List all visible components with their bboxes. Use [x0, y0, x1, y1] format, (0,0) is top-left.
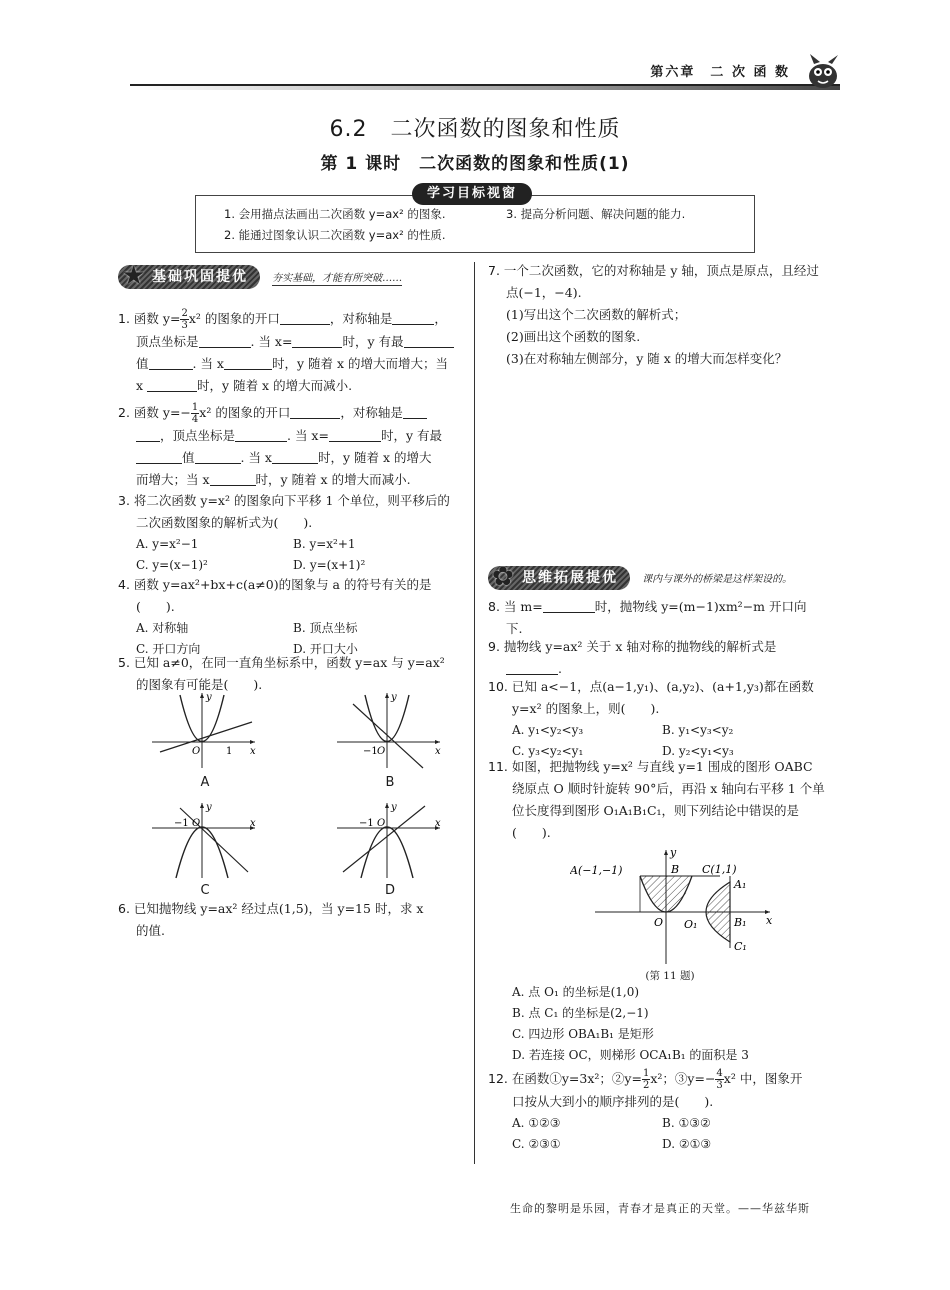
- answer-blank[interactable]: [392, 311, 434, 325]
- origin-label: O: [192, 818, 201, 829]
- tick-label: −1: [363, 746, 378, 757]
- answer-blank[interactable]: [280, 311, 330, 325]
- question-8: 8. 当 m= 时，抛物线 y=(m−1)xm²−m 开口向 下.: [488, 599, 807, 636]
- section-banner-extension: [488, 562, 793, 596]
- section-title: 思维拓展提优: [522, 570, 618, 586]
- chapter-heading: 第六章 二 次 函 数: [650, 65, 790, 80]
- axis-label-y: y: [670, 846, 677, 859]
- figure-caption: (第 11 题): [645, 970, 695, 982]
- tick-label: −1: [174, 818, 189, 829]
- graph-b: [335, 690, 445, 770]
- option-b[interactable]: B. 点 C₁ 的坐标是(2,−1): [512, 1006, 649, 1020]
- option-c[interactable]: C. y₃<y₂<y₁: [512, 744, 584, 758]
- goal-item-3: 3. 提高分析问题、解决问题的能力.: [506, 207, 686, 221]
- answer-blank[interactable]: [403, 405, 427, 419]
- point-label-c1: C₁: [734, 940, 747, 953]
- origin-label: O: [192, 746, 201, 757]
- option-c[interactable]: C. 开口方向: [136, 642, 201, 656]
- answer-blank[interactable]: [290, 405, 340, 419]
- graph-d: [335, 800, 445, 880]
- point-label-o1: O₁: [684, 918, 698, 931]
- point-label-b: B: [671, 863, 680, 876]
- q11-options: [512, 982, 842, 1066]
- answer-blank[interactable]: [329, 428, 381, 442]
- axis-label-y: y: [391, 802, 397, 813]
- question-7: 7. 一个二次函数，它的对称轴是 y 轴，顶点是原点，且经过 点(−1，−4). (1)写出这个二次函数的解析式； (2)画出这个函数的图象. (3)在对称轴左侧部分，y 随 x 的增大而怎样变化？: [488, 263, 819, 366]
- axis-label-x: x: [250, 746, 256, 757]
- answer-blank[interactable]: [543, 599, 595, 613]
- goals-tag: 学习目标视窗: [412, 183, 532, 205]
- header-gradient-strip: [130, 86, 840, 90]
- axis-label-y: y: [391, 692, 397, 703]
- graph-label: B: [385, 775, 395, 790]
- graph-label: A: [200, 775, 210, 790]
- answer-blank[interactable]: [224, 356, 272, 370]
- graph-c: [150, 800, 260, 880]
- question-5: 5. 已知 a≠0，在同一直角坐标系中，函数 y=ax 与 y=ax² 的图象有可能是( ).: [118, 655, 445, 692]
- option-a[interactable]: A. y₁<y₂<y₃: [512, 723, 584, 737]
- section-note: 课内与课外的桥梁是这样架设的。: [642, 574, 793, 585]
- axis-label-x: x: [250, 818, 256, 829]
- question-6: 6. 已知抛物线 y=ax² 经过点(1,5)，当 y=15 时，求 x 的值.: [118, 901, 424, 938]
- graph-label: D: [384, 883, 395, 898]
- shell-icon: ✿: [492, 562, 516, 592]
- mascot-icon: [800, 50, 846, 96]
- answer-blank[interactable]: [404, 334, 454, 348]
- section-title: 基础巩固提优: [152, 269, 248, 285]
- option-d[interactable]: D. 若连接 OC，则梯形 OCA₁B₁ 的面积是 3: [512, 1048, 749, 1062]
- option-b[interactable]: B. y=x²+1: [293, 537, 356, 551]
- section-note: 夯实基础，才能有所突破……: [272, 273, 403, 284]
- section-banner-basic: [118, 261, 403, 295]
- point-label-b1: B₁: [734, 916, 747, 929]
- page-subtitle: 第 1 课时 二次函数的图象和性质(1): [320, 154, 630, 174]
- option-a[interactable]: A. ①②③: [512, 1116, 561, 1130]
- answer-blank[interactable]: [195, 450, 241, 464]
- graph-a: [150, 690, 260, 770]
- fraction: $\frac{1}{2}$: [642, 1068, 650, 1091]
- option-d[interactable]: D. y=(x+1)²: [293, 558, 366, 572]
- option-b[interactable]: B. ①③②: [662, 1116, 711, 1130]
- answer-blank[interactable]: [272, 450, 318, 464]
- figure-11: [570, 846, 780, 966]
- answer-blank[interactable]: [199, 334, 251, 348]
- question-4: 4. 函数 y=ax²+bx+c(a≠0)的图象与 a 的符号有关的是 ( ). A. 对称轴 B. 顶点坐标 C. 开口方向 D. 开口大小: [118, 574, 463, 660]
- page-title: 6.2 二次函数的图象和性质: [329, 117, 621, 142]
- point-label-c: C(1,1): [702, 863, 737, 876]
- star-icon: ★: [122, 261, 148, 291]
- question-12: 12. 在函数①y=3x²；②y= $\frac{1}{2}$ x²；③y=− $\frac{4}{3}$ x² 中，图象开 口按从大到小的顺序排列的是( ). A. ①②③ B. ①③② C. ②③① D. ②①③: [488, 1068, 833, 1155]
- option-a[interactable]: A. 对称轴: [136, 621, 189, 635]
- option-d[interactable]: D. y₂<y₁<y₃: [662, 744, 734, 758]
- option-a[interactable]: A. y=x²−1: [136, 537, 199, 551]
- answer-blank[interactable]: [136, 428, 160, 442]
- option-c[interactable]: C. y=(x−1)²: [136, 558, 208, 572]
- point-label-a1: A₁: [734, 878, 747, 891]
- answer-blank[interactable]: [136, 450, 182, 464]
- answer-blank[interactable]: [149, 356, 193, 370]
- graph-label: C: [200, 883, 210, 898]
- goal-item-1: 1. 会用描点法画出二次函数 y=ax² 的图象.: [224, 207, 446, 221]
- point-label-o: O: [654, 916, 664, 929]
- question-10: 10. 已知 a<−1，点(a−1,y₁)、(a,y₂)、(a+1,y₃)都在函数 y=x² 的图象上，则( ). A. y₁<y₂<y₃ B. y₁<y₃<y₂ C. y₃<y₂<y₁ D. y₂<y₁<y₃: [488, 676, 833, 762]
- axis-label-y: y: [206, 802, 212, 813]
- tick-label: 1: [226, 746, 233, 757]
- question-3: 3. 将二次函数 y=x² 的图象向下平移 1 个单位，则平移后的 二次函数图象的解析式为( ). A. y=x²−1 B. y=x²+1 C. y=(x−1)² D. y=(x+1)²: [118, 490, 463, 576]
- fraction: $\frac{2}{3}$: [181, 308, 188, 331]
- fraction: $\frac{4}{3}$: [716, 1068, 723, 1091]
- option-b[interactable]: B. y₁<y₃<y₂: [662, 723, 734, 737]
- option-d[interactable]: D. 开口大小: [293, 642, 358, 656]
- option-a[interactable]: A. 点 O₁ 的坐标是(1,0): [512, 985, 640, 999]
- question-11: 11. 如图，把抛物线 y=x² 与直线 y=1 围成的图形 OABC 绕原点 O 顺时针旋转 90°后，再沿 x 轴向右平移 1 个单 位长度得到图形 O₁A₁B₁C₁，则下列结论中错误的是 ( ).: [488, 759, 825, 840]
- answer-blank[interactable]: [147, 378, 197, 392]
- axis-label-x: x: [435, 746, 441, 757]
- goal-item-2: 2. 能通过图象认识二次函数 y=ax² 的性质.: [224, 228, 446, 242]
- column-divider: [474, 262, 475, 1164]
- axis-label-x: x: [435, 818, 441, 829]
- fraction: $\frac{1}{4}$: [191, 402, 199, 425]
- option-c[interactable]: C. 四边形 OBA₁B₁ 是矩形: [512, 1027, 654, 1041]
- question-9: 9. 抛物线 y=ax² 关于 x 轴对称的抛物线的解析式是 .: [488, 639, 777, 676]
- axis-label-y: y: [206, 692, 212, 703]
- answer-blank[interactable]: [292, 334, 342, 348]
- answer-blank[interactable]: [235, 428, 287, 442]
- footer-quote: 生命的黎明是乐园，青春才是真正的天堂。——华兹华斯: [510, 1202, 810, 1215]
- answer-blank[interactable]: [506, 661, 558, 675]
- option-d[interactable]: D. ②①③: [662, 1137, 712, 1151]
- option-c[interactable]: C. ②③①: [512, 1137, 561, 1151]
- tick-label: −1: [359, 818, 374, 829]
- option-b[interactable]: B. 顶点坐标: [293, 621, 358, 635]
- question-2: 2. 函数 y=− $\frac{1}{4}$ x² 的图象的开口 ，对称轴是 ，顶点坐标是 . 当 x= 时，y 有最 值 . 当 x 时，y 随着 x 的增大 而增大；当 x 时，y 随着 x 的增大而减小.: [118, 402, 443, 487]
- origin-label: O: [377, 746, 386, 757]
- point-label-a: A(−1,−1): [570, 864, 623, 877]
- question-1: 1. 函数 y= $\frac{2}{3}$ x² 的图象的开口 ，对称轴是 ， 顶点坐标是 . 当 x= 时，y 有最 值 . 当 x 时，y 随着 x 的增大而增大；当 x 时，y 随着 x 的增大而减小.: [118, 308, 463, 397]
- origin-label: O: [377, 818, 386, 829]
- answer-blank[interactable]: [210, 472, 256, 486]
- axis-label-x: x: [766, 914, 773, 927]
